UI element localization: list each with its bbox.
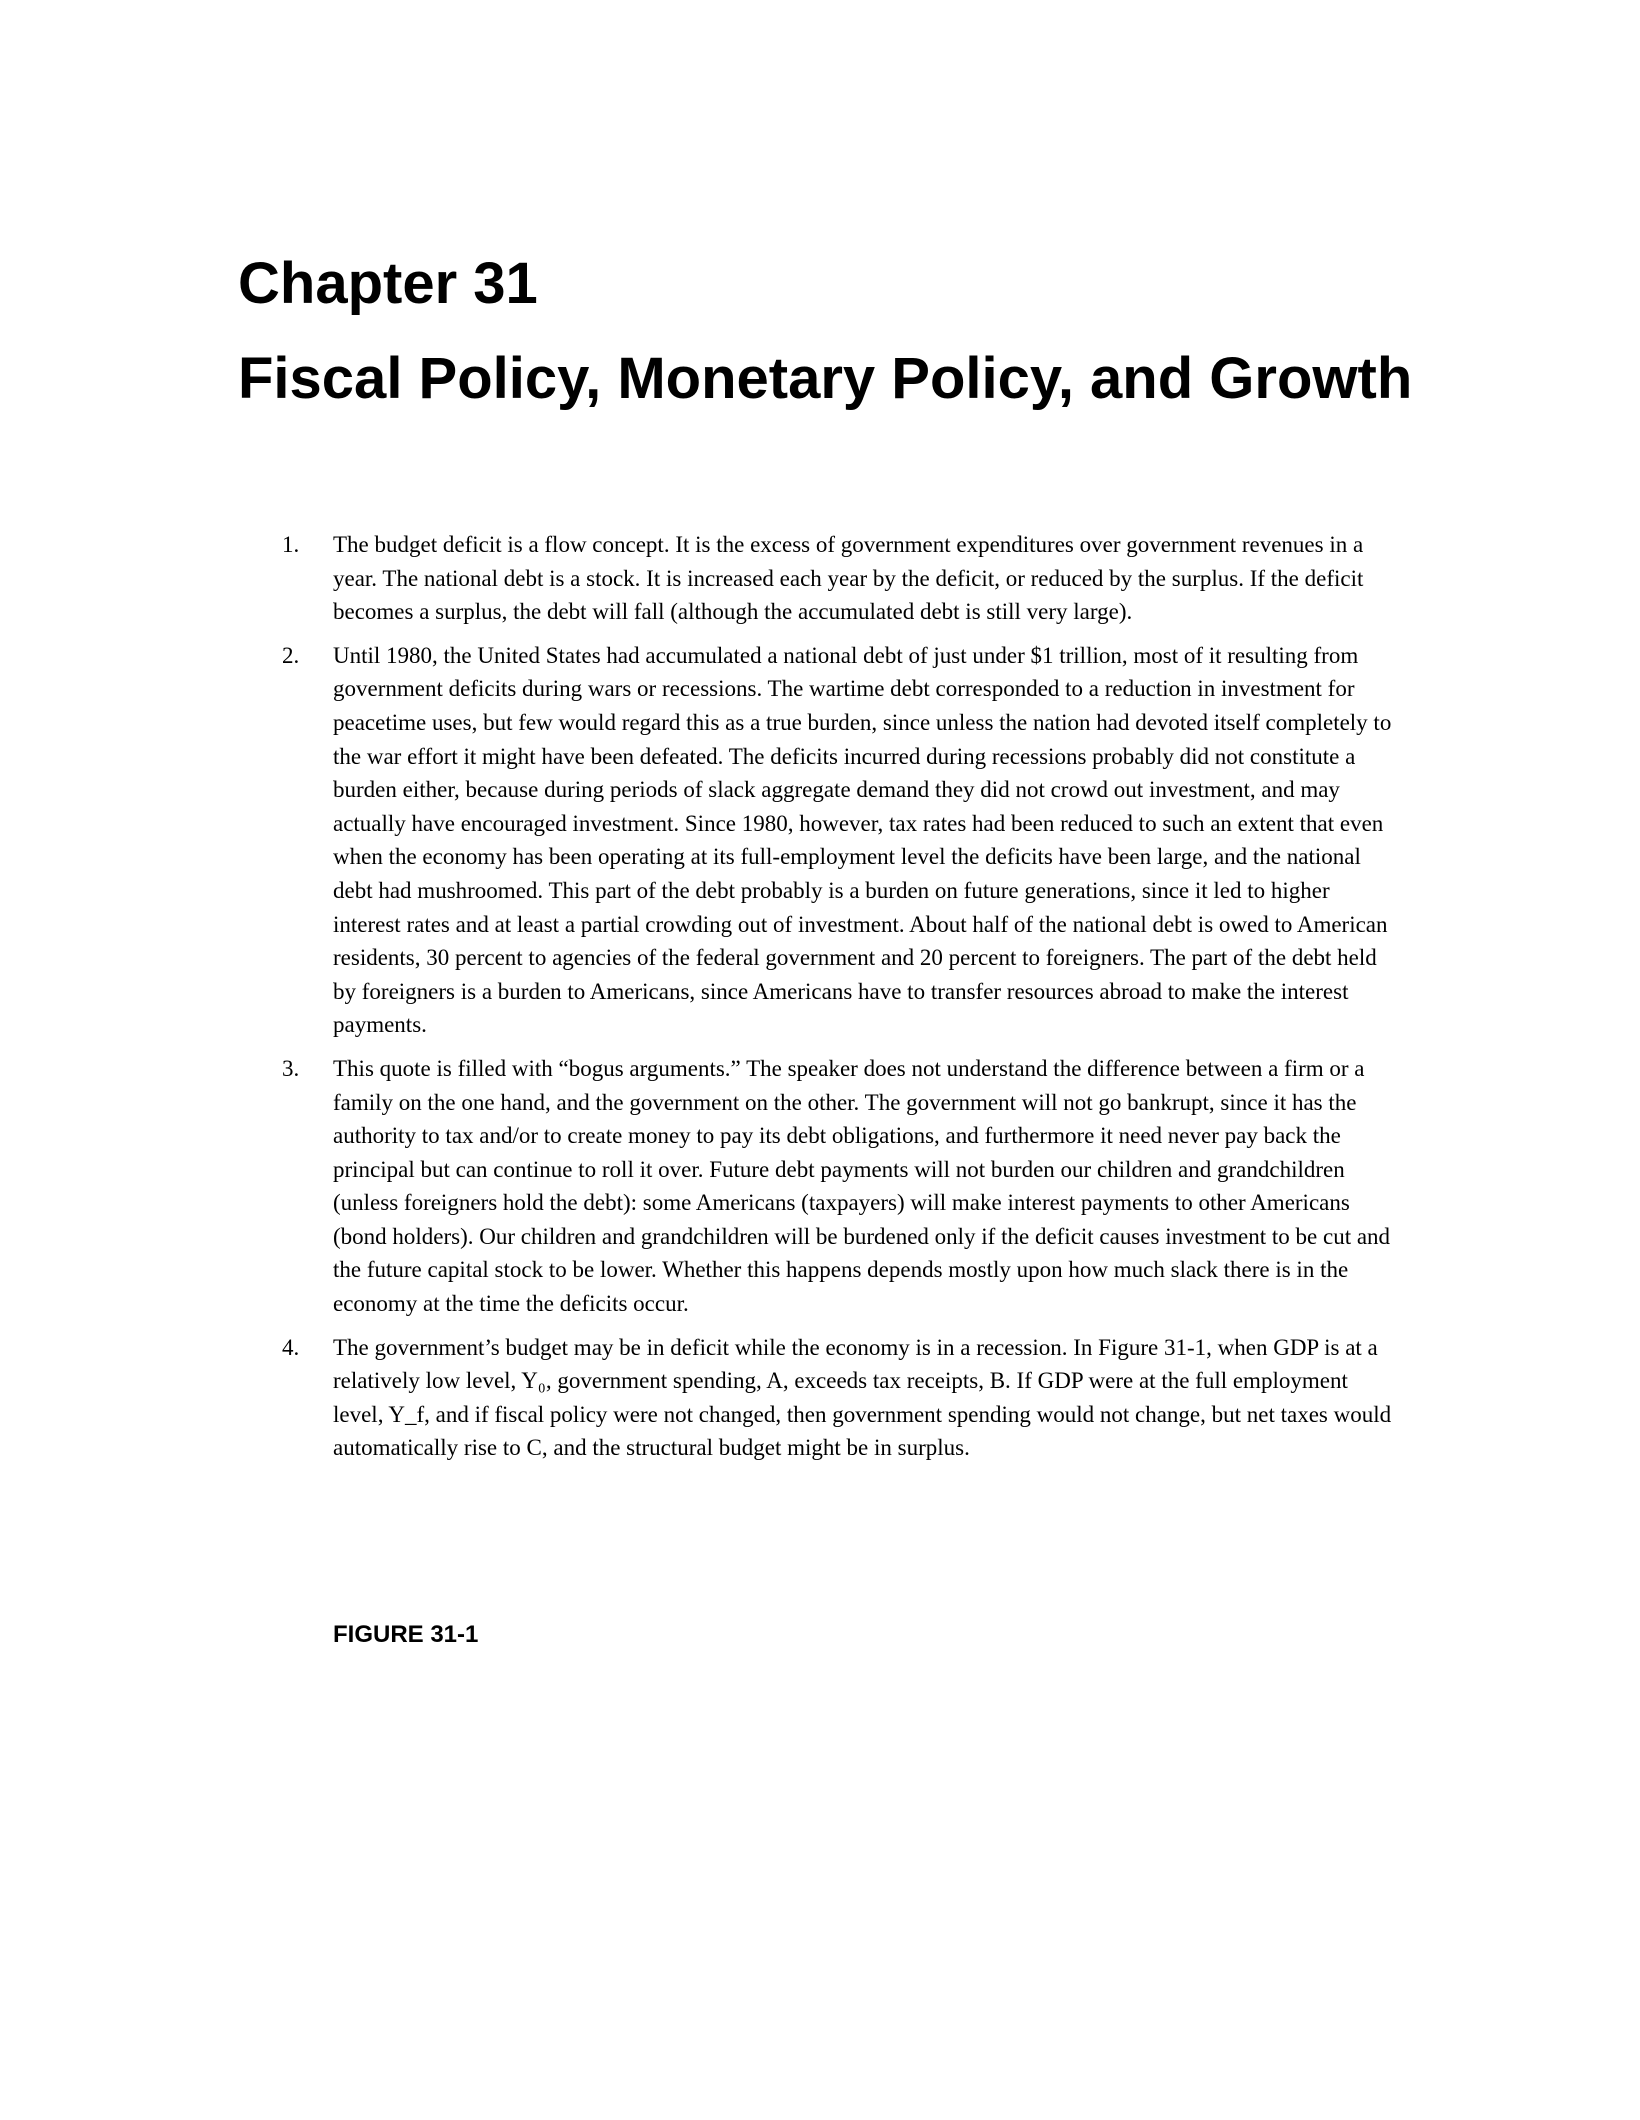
answer-text: Until 1980, the United States had accumulated a national debt of just under $1 trillion, most of it resulting from government deficits during wars or recessions. The wartime debt corresponded to a reduction in investment for peacetime uses, but few would regard this as a true burden, since unless the nation had devoted itself completely to the war effort it might have been defeated. The deficits incurred during recessions probably did not constitute a burden either, because during periods of slack aggregate demand they did not crowd out investment, and may actually have encouraged investment. Since 1980, however, tax rates had been reduced to such an extent that even when the economy has been operating at its full-employment level the deficits have been large, and the national debt had mushroomed. This part of the debt probably is a burden on future generations, since it led to higher interest rates and at least a partial crowding out of investment. About half of the national debt is owed to American residents, 30 percent to agencies of the federal government and 20 percent to foreigners. The part of the debt held by foreigners is a burden to Americans, since Americans have to transfer resources abroad to make the interest payments.	[333, 642, 1392, 1038]
answer-number: 3.	[282, 1055, 300, 1081]
answer-item-3	[282, 1052, 1392, 1321]
answer-list	[282, 528, 1392, 1475]
answer-text: This quote is filled with “bogus arguments.” The speaker does not understand the difference between a firm or a family on the one hand, and the government on the other. The government will not go bankrupt, since it has the authority to tax and/or to create money to pay its debt obligations, and furthermore it need never pay back the principal but can continue to roll it over. Future debt payments will not burden our children and grandchildren (unless foreigners hold the debt): some Americans (taxpayers) will make interest payments to other Americans (bond holders). Our children and grandchildren will be burdened only if the deficit causes investment to be cut and the future capital stock to be lower. Whether this happens depends mostly upon how much slack there is in the economy at the time the deficits occur.	[333, 1055, 1391, 1317]
figure-label: FIGURE 31-1	[333, 1621, 479, 1648]
answer-item-2	[282, 639, 1392, 1042]
answer-text: The government’s budget may be in deficit while the economy is in a recession. In Figure 31-1, when GDP is at a relatively low level, Y₀, government spending, A, exceeds tax receipts, B. If GDP were at the full employment level, Y_f, and if fiscal policy were not changed, then government spending would not change, but net taxes would automatically rise to C, and the structural budget might be in surplus.	[333, 1334, 1392, 1461]
answer-number: 1.	[282, 532, 300, 557]
answer-number: 2.	[282, 642, 300, 668]
chapter-number: Chapter 31	[238, 251, 538, 316]
chapter-title: Fiscal Policy, Monetary Policy, and Growth	[238, 346, 1413, 411]
answer-text: The budget deficit is a flow concept. It is the excess of government expenditures over government revenues in a year. The national debt is a stock. It is increased each year by the deficit, or reduced by the surplus. If the deficit becomes a surplus, the debt will fall (although the accumulated debt is still very large).	[333, 532, 1364, 625]
answer-item-4	[282, 1331, 1392, 1465]
answer-item-1	[282, 528, 1392, 629]
answer-number: 4.	[282, 1334, 300, 1360]
